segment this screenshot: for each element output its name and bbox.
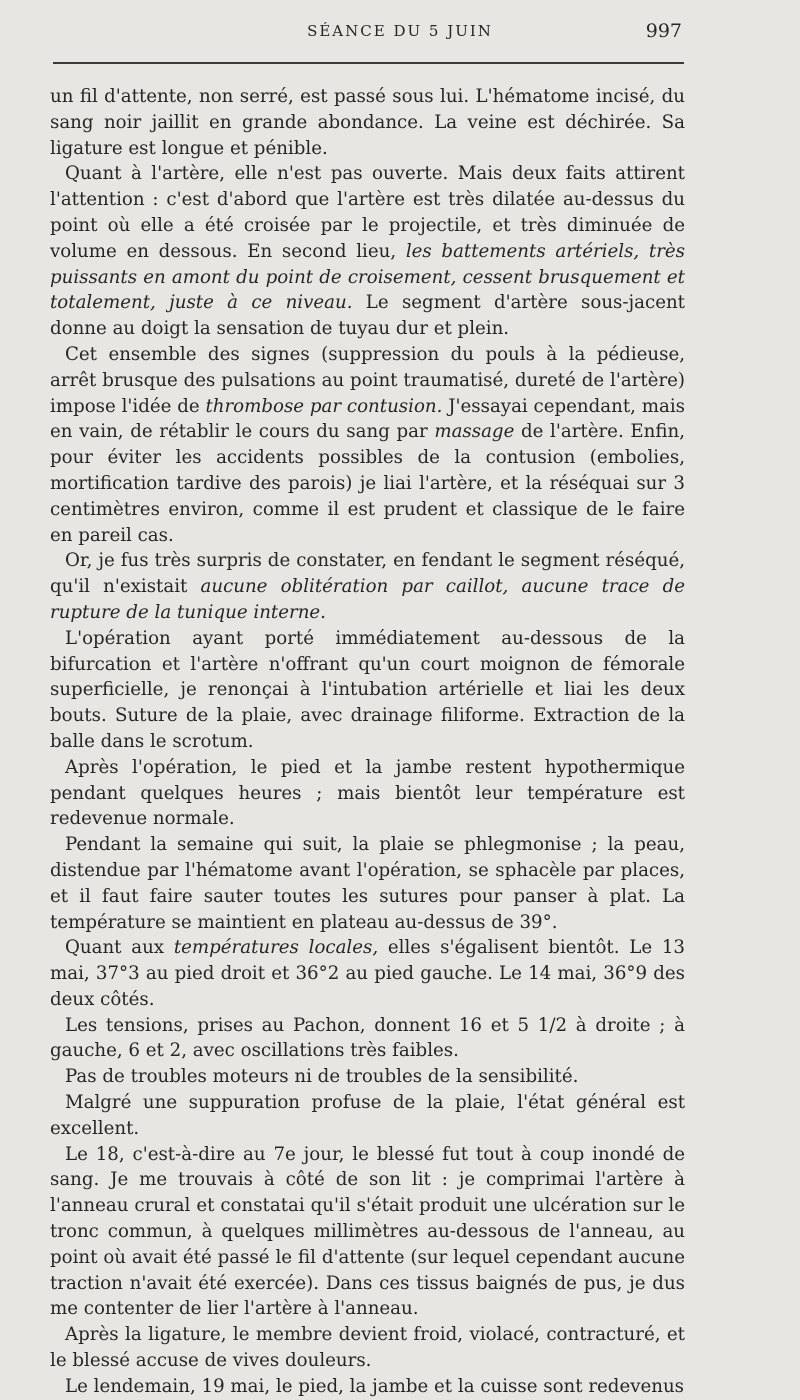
text-run: Quant aux bbox=[65, 937, 174, 959]
italic-text: massage bbox=[434, 421, 515, 443]
paragraph bbox=[50, 832, 685, 935]
text-run: Or, je fus très surpris de constater, en fendant le segment réséqué, qu'il n'existait bbox=[50, 550, 685, 598]
text-run: Le lendemain, 19 mai, le pied, la jambe et la cuisse sont redevenus bbox=[65, 1375, 685, 1397]
paragraph bbox=[50, 626, 685, 755]
text-run: Pendant la semaine qui suit, la plaie se phlegmonise ; la peau, distendue par l'hématome avant l'opération, se sphacèle par places, et il faut faire sauter toutes les sutures pour panser à plat. La température se maintient en plateau au-dessus de 39°. bbox=[50, 834, 685, 933]
paragraph bbox=[50, 548, 685, 625]
body-text bbox=[50, 84, 685, 1400]
italic-text: les battements artériels, très puissants en amont du point de croisement, cessent brusquement et totalement, juste à ce niveau. bbox=[50, 240, 685, 314]
paragraph bbox=[50, 935, 685, 1012]
paragraph bbox=[50, 342, 685, 548]
italic-text: aucune oblitération par caillot, aucune trace de rupture de la tunique interne. bbox=[50, 576, 685, 623]
paragraph bbox=[50, 1322, 685, 1374]
italic-text: températures locales, bbox=[173, 937, 379, 959]
italic-text: thrombose par contusion. bbox=[205, 395, 443, 417]
text-run: Quant à l'artère, elle n'est pas ouverte. Mais deux faits attirent l'attention : c'est d'abord que l'artère est très dilatée au-dessus du point où elle a été croisée par le projectile, et très diminuée de volume en dessous. En second lieu, bbox=[50, 163, 685, 262]
paragraph bbox=[50, 1090, 685, 1142]
running-header bbox=[0, 20, 800, 44]
text-run: Les tensions, prises au Pachon, donnent 16 et 5 1/2 à droite ; à gauche, 6 et 2, avec oscillations très faibles. bbox=[50, 1014, 685, 1062]
paragraph bbox=[50, 84, 685, 161]
text-run: J'essayai cependant, mais en vain, de rétablir le cours du sang par bbox=[50, 395, 685, 443]
text-run: un fil d'attente, non serré, est passé sous lui. L'hématome incisé, du sang noir jaillit en grande abondance. La veine est déchirée. Sa ligature est longue et pénible. bbox=[50, 86, 685, 159]
paragraph bbox=[50, 1142, 685, 1323]
text-run: Cet ensemble des signes (suppression du pouls à la pédieuse, arrêt brusque des pulsations au point traumatisé, dureté de l'artère) impose l'idée de bbox=[50, 343, 685, 417]
paragraph bbox=[50, 1064, 685, 1090]
text-run: Après l'opération, le pied et la jambe restent hypothermique pendant quelques heures ; mais bientôt leur température est redevenue normale. bbox=[50, 756, 685, 830]
page-number: 997 bbox=[645, 20, 682, 42]
paragraph bbox=[50, 1013, 685, 1065]
text-run: Après la ligature, le membre devient froid, violacé, contracturé, et le blessé accuse de vives douleurs. bbox=[50, 1324, 685, 1372]
header-title: SÉANCE DU 5 JUIN bbox=[307, 22, 493, 40]
header-rule bbox=[53, 62, 684, 64]
text-run: Le segment d'artère sous-jacent donne au doigt la sensation de tuyau dur et plein. bbox=[50, 292, 685, 340]
text-run: de l'artère. Enfin, pour éviter les accidents possibles de la contusion (embolies, mortification tardive des parois) je liai l'artère, et la réséquai sur 3 centimètres environ, comme il est prudent et classique de le faire en pareil cas. bbox=[50, 421, 685, 546]
text-run: Pas de troubles moteurs ni de troubles de la sensibilité. bbox=[65, 1066, 579, 1088]
text-run: Le 18, c'est-à-dire au 7e jour, le blessé fut tout à coup inondé de sang. Je me trouvais à côté de son lit : je comprimai l'artère à l'anneau crural et constatai qu'il s'était produit une ulcération sur le tronc commun, à quelques millimètres au-dessous de l'anneau, au point où avait été passé le fil d'attente (sur lequel cependant aucune traction n'avait été exercée). Dans ces tissus baignés de pus, je dus me contenter de lier l'artère à l'anneau. bbox=[50, 1143, 685, 1320]
paragraph bbox=[50, 755, 685, 832]
text-run: Malgré une suppuration profuse de la plaie, l'état général est excellent. bbox=[50, 1092, 685, 1139]
paragraph bbox=[50, 1374, 685, 1400]
paragraph bbox=[50, 161, 685, 342]
text-run: L'opération ayant porté immédiatement au-dessous de la bifurcation et l'artère n'offrant qu'un court moignon de fémorale superficielle, je renonçai à l'intubation artérielle et liai les deux bouts. Suture de la plaie, avec drainage filiforme. Extraction de la balle dans le scrotum. bbox=[50, 627, 685, 752]
text-run: elles s'égalisent bientôt. Le 13 mai, 37°3 au pied droit et 36°2 au pied gauche. Le 14 mai, 36°9 des deux côtés. bbox=[50, 937, 685, 1010]
